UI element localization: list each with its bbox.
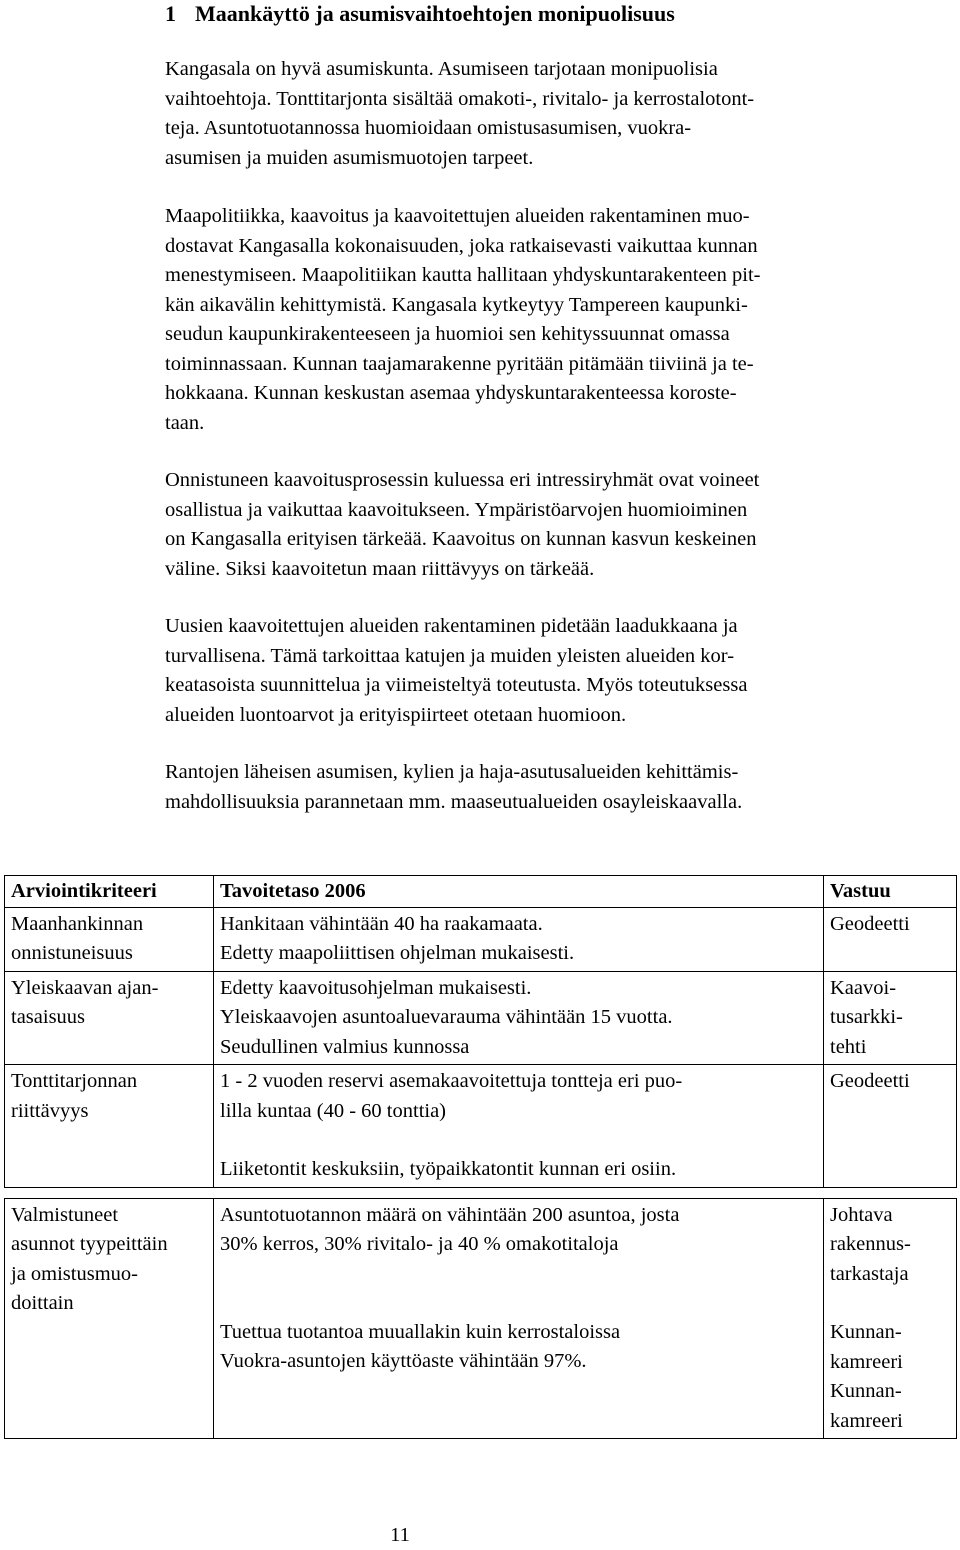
text-line: Kaavoi- (830, 976, 897, 999)
responsible-cell (824, 1198, 957, 1439)
text-line: väline. Siksi kaavoitetun maan riittävyys on tärkeää. (165, 557, 595, 580)
target-cell (214, 1065, 824, 1188)
text-line: Edetty kaavoitusohjelman mukaisesti. (220, 976, 532, 999)
text-line: tarkastaja (830, 1262, 909, 1285)
text-line: dostavat Kangasalla kokonaisuuden, joka ratkaisevasti vaikuttaa kunnan (165, 234, 758, 257)
text-line: alueiden luontoarvot ja erityispiirteet otetaan huomioon. (165, 703, 627, 726)
text-line: Rantojen läheisen asumisen, kylien ja haja-asutusalueiden kehittämis- (165, 761, 739, 783)
text-line: Vuokra-asuntojen käyttöaste vähintään 97%. (220, 1350, 587, 1372)
text-line: doittain (11, 1292, 74, 1314)
section-heading (165, 0, 925, 28)
text-line: menestymiseen. Maapolitiikan kautta hallitaan yhdyskuntarakenteen pit- (165, 264, 761, 286)
text-line: keatasoista suunnittelua ja viimeisteltyä toteutusta. Myös toteutuksessa (165, 674, 748, 696)
text-line: 30% kerros, 30% rivitalo- ja 40 % omakotitaloja (220, 1233, 619, 1255)
text-line: hokkaana. Kunnan keskustan asemaa yhdyskuntarakenteessa koroste- (165, 382, 737, 404)
blank-line (830, 1289, 950, 1318)
text-line: turvallisena. Tämä tarkoittaa katujen ja muiden yleisten alueiden kor- (165, 644, 735, 667)
text-line: Valmistuneet (11, 1203, 119, 1226)
table-header-row (5, 876, 957, 908)
table-row (5, 1198, 957, 1439)
text-line: Kunnan- (830, 1321, 902, 1343)
text-line: kamreeri (830, 1409, 903, 1432)
text-line: Maanhankinnan (11, 912, 144, 935)
responsible-cell (824, 1065, 957, 1188)
text-line: Geodeetti (830, 912, 910, 935)
text-line: Maapolitiikka, kaavoitus ja kaavoitettujen alueiden rakentaminen muo- (165, 205, 750, 227)
text-line: Kangasala on hyvä asumiskunta. Asumiseen tarjotaan monipuolisia (165, 58, 718, 80)
text-line: Hankitaan vähintään 40 ha raakamaata. (220, 912, 543, 935)
text-line: Liiketontit keskuksiin, työpaikkatontit kunnan eri osiin. (220, 1158, 677, 1180)
text-line: lilla kuntaa (40 - 60 tonttia) (220, 1099, 447, 1122)
text-line: mahdollisuuksia parannetaan mm. maaseutualueiden osayleiskaavalla. (165, 790, 743, 813)
text-line: tasaisuus (11, 1006, 86, 1028)
blank-line (220, 1260, 817, 1289)
text-line: riittävyys (11, 1099, 89, 1122)
criterion-cell (5, 1198, 214, 1439)
paragraph-intro (165, 55, 910, 173)
paragraph-zoning-process (165, 466, 910, 584)
section-title: Maankäyttö ja asumisvaihtoehtojen monipuolisuus (195, 1, 675, 26)
paragraph-rural-development (165, 758, 910, 817)
text-line: Tonttitarjonnan (11, 1070, 138, 1092)
text-line: kamreeri (830, 1350, 903, 1373)
section-number: 1 (165, 1, 176, 26)
text-line: toiminnassaan. Kunnan taajamarakenne pyritään pitämään tiiviinä ja te- (165, 352, 754, 375)
text-line: Seudullinen valmius kunnossa (220, 1035, 470, 1058)
text-line: on Kangasalla erityisen tärkeää. Kaavoitus on kunnan kasvun keskeinen (165, 528, 757, 550)
text-line: Yleiskaavan ajan- (11, 976, 159, 999)
text-line: onnistuneisuus (11, 942, 133, 964)
text-line: Asuntotuotannon määrä on vähintään 200 asuntoa, josta (220, 1203, 680, 1226)
text-line: tusarkki- (830, 1006, 903, 1028)
text-line: Edetty maapoliittisen ohjelman mukaisesti. (220, 942, 575, 964)
criterion-cell (5, 971, 214, 1065)
blank-line (220, 1126, 817, 1155)
text-line: vaihtoehtoja. Tonttitarjonta sisältää omakoti-, rivitalo- ja kerrostalotont- (165, 87, 755, 110)
responsible-cell (824, 971, 957, 1065)
text-line: Onnistuneen kaavoitusprosessin kuluessa eri intressiryhmät ovat voineet (165, 469, 760, 491)
text-line: Uusien kaavoitettujen alueiden rakentaminen pidetään laadukkaana ja (165, 615, 738, 637)
text-line: kän aikavälin kehittymistä. Kangasala kytkeytyy Tampereen kaupunki- (165, 293, 748, 316)
criterion-cell (5, 1065, 214, 1188)
paragraph-land-policy (165, 202, 910, 438)
target-cell (214, 971, 824, 1065)
target-cell (214, 907, 824, 971)
target-cell (214, 1198, 824, 1439)
text-line: tehti (830, 1035, 867, 1058)
text-line: seudun kaupunkirakenteeseen ja huomioi sen kehityssuunnat omassa (165, 323, 730, 345)
text-line: asumisen ja muiden asumismuotojen tarpeet. (165, 146, 534, 169)
blank-line (220, 1289, 817, 1318)
text-line: 1 - 2 vuoden reservi asemakaavoitettuja tontteja eri puo- (220, 1070, 683, 1092)
header-target: Tavoitetaso 2006 (214, 876, 824, 908)
text-line: taan. (165, 411, 205, 434)
text-line: Geodeetti (830, 1070, 910, 1092)
text-line: teja. Asuntotuotannossa huomioidaan omistusasumisen, vuokra- (165, 117, 692, 139)
table-row (5, 971, 957, 1065)
criteria-table (4, 875, 957, 1439)
paragraph-construction-quality (165, 612, 910, 730)
table-row (5, 1065, 957, 1188)
text-line: Johtava (830, 1203, 893, 1226)
text-line: rakennus- (830, 1233, 911, 1255)
text-line: Tuettua tuotantoa muuallakin kuin kerrostaloissa (220, 1320, 621, 1343)
header-criterion: Arviointikriteeri (5, 876, 214, 908)
page-number: 11 (390, 1524, 410, 1546)
text-line: ja omistusmuo- (11, 1262, 138, 1285)
text-line: osallistua ja vaikuttaa kaavoitukseen. Ympäristöarvojen huomioiminen (165, 498, 748, 521)
table-spacer-cell (5, 1187, 957, 1198)
text-line: Kunnan- (830, 1380, 902, 1402)
text-line: asunnot tyypeittäin (11, 1233, 168, 1255)
responsible-cell (824, 907, 957, 971)
criterion-cell (5, 907, 214, 971)
table-spacer (5, 1187, 957, 1198)
table-row (5, 907, 957, 971)
text-line: Yleiskaavojen asuntoaluevarauma vähintään 15 vuotta. (220, 1006, 673, 1028)
header-responsible: Vastuu (824, 876, 957, 908)
